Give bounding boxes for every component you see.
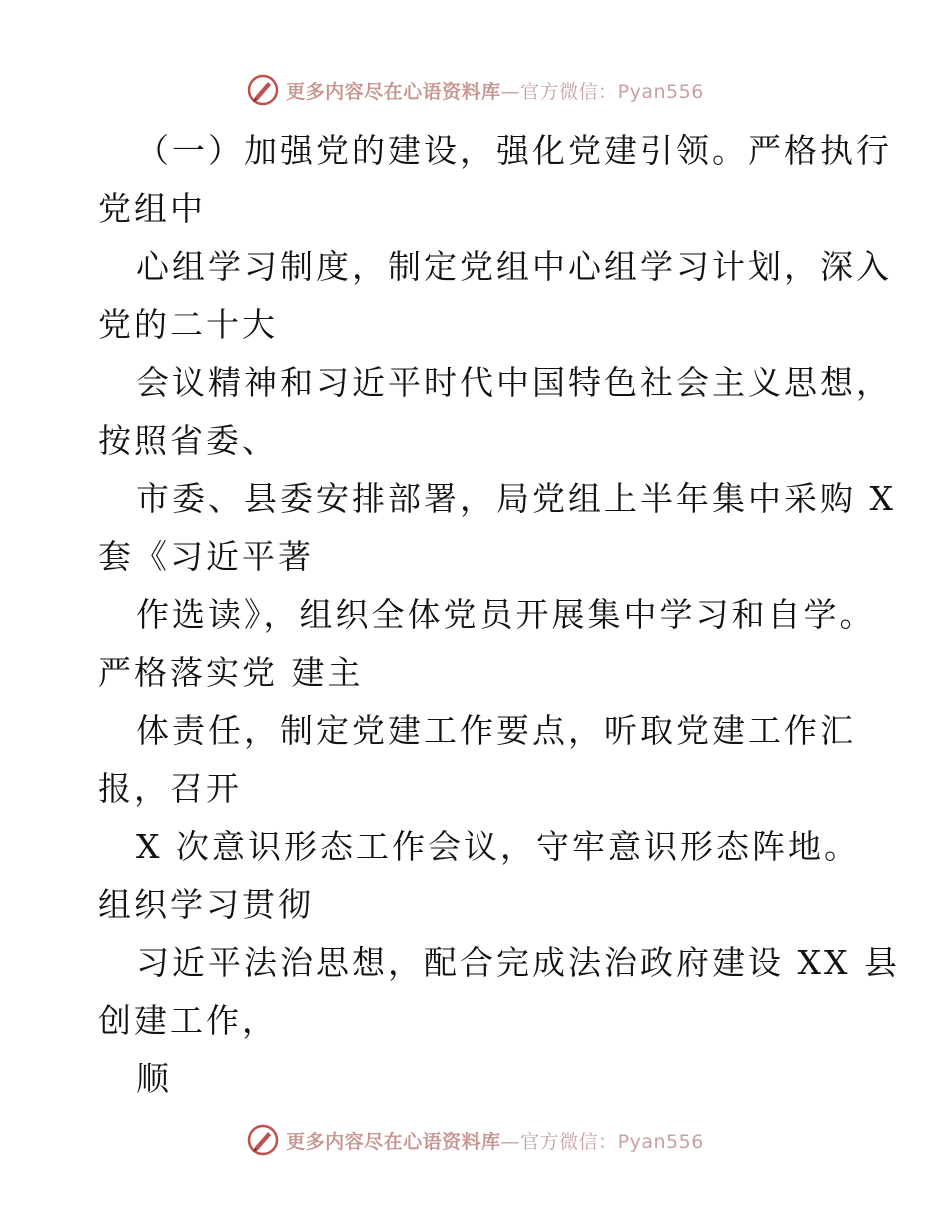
watermark-text: [286, 77, 704, 104]
text-line: 组织学习贯彻: [98, 885, 314, 924]
text-line: 习近平法治思想，配合完成法治政府建设 XX 县: [136, 943, 900, 982]
watermark-text: [286, 1127, 704, 1154]
document-body: [98, 122, 900, 1108]
watermark-contact: 官方微信：Pyan556: [520, 80, 704, 103]
text-line: 严格落实党 建主: [98, 653, 364, 692]
text-line: 会议精神和习近平时代中国特色社会主义思想，: [136, 363, 892, 402]
footer-watermark: [0, 1122, 950, 1158]
text-line: 作选读》，组织全体党员开展集中学习和自学。: [136, 595, 876, 634]
text-line: （一）加强党的建设，强化党建引领。严格执行: [136, 131, 892, 170]
text-line: 心组学习制度，制定党组中心组学习计划，深入: [136, 247, 892, 286]
text-line: 创建工作，: [98, 1001, 278, 1040]
watermark-separator: —: [500, 1130, 521, 1153]
text-line: 顺: [136, 1059, 172, 1098]
text-line: 市委、县委安排部署，局党组上半年集中采购 X: [136, 479, 896, 518]
watermark-contact: 官方微信：Pyan556: [520, 1130, 704, 1153]
text-line: 体责任，制定党建工作要点，听取党建工作汇: [136, 711, 856, 750]
watermark-brand: 更多内容尽在心语资料库: [286, 80, 501, 103]
watermark-brand: 更多内容尽在心语资料库: [286, 1130, 501, 1153]
watermark-separator: —: [500, 80, 521, 103]
header-watermark: [0, 72, 950, 108]
pen-logo-icon: [246, 1123, 280, 1157]
pen-logo-icon: [246, 73, 280, 107]
text-line: 党的二十大: [98, 305, 278, 344]
text-line: 按照省委、: [98, 421, 278, 460]
text-line: 报，召开: [98, 769, 242, 808]
text-line: X 次意识形态工作会议，守牢意识形态阵地。: [136, 827, 860, 866]
text-line: 党组中: [98, 189, 206, 228]
text-line: 套《习近平著: [98, 537, 314, 576]
